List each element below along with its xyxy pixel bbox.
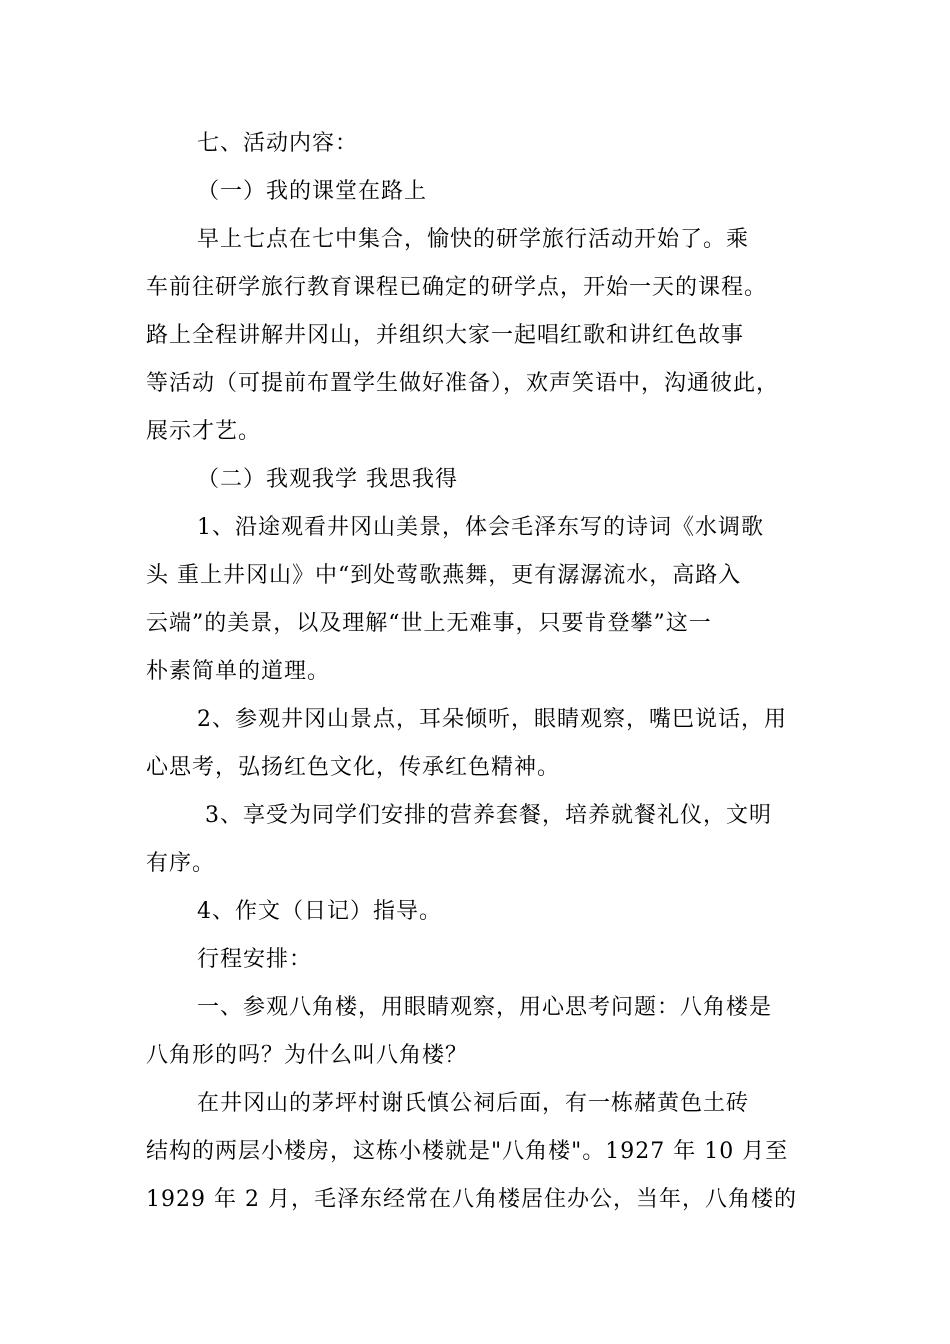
paragraph-line: 2、参观井冈山景点，耳朵倾听，眼睛观察，嘴巴说话，用: [197, 707, 787, 732]
paragraph-line: 云端”的美景，以及理解“世上无难事，只要肯登攀”这一: [146, 611, 712, 636]
section-heading: 行程安排：: [197, 947, 313, 972]
paragraph-line: 在井冈山的茅坪村谢氏慎公祠后面，有一栋赭黄色土砖: [197, 1091, 750, 1116]
paragraph-line: 一、参观八角楼，用眼睛观察，用心思考问题：八角楼是: [197, 995, 773, 1020]
subsection-heading: （一）我的课堂在路上: [197, 179, 428, 204]
paragraph-line: 心思考，弘扬红色文化，传承红色精神。: [146, 755, 561, 780]
paragraph-line: 结构的两层小楼房，这栋小楼就是"八角楼"。1927 年 10 月至: [146, 1139, 789, 1164]
subsection-heading: （二）我观我学 我思我得: [197, 467, 458, 492]
paragraph-line: 1、沿途观看井冈山美景，体会毛泽东写的诗词《水调歌: [197, 515, 764, 540]
paragraph-line: 1929 年 2 月，毛泽东经常在八角楼居住办公，当年，八角楼的: [146, 1187, 797, 1212]
paragraph-line: 等活动（可提前布置学生做好准备），欢声笑语中，沟通彼此，: [146, 371, 780, 396]
paragraph-line: 八角形的吗？为什么叫八角楼？: [146, 1043, 469, 1068]
paragraph-line: 展示才艺。: [146, 419, 262, 444]
paragraph-line: 朴素简单的道理。: [146, 659, 331, 684]
paragraph-line: 3、享受为同学们安排的营养套餐，培养就餐礼仪，文明: [205, 803, 772, 828]
paragraph-line: 4、作文（日记）指导。: [197, 899, 442, 924]
paragraph-line: 车前往研学旅行教育课程已确定的研学点，开始一天的课程。: [146, 275, 768, 300]
section-heading: 七、活动内容：: [197, 131, 359, 156]
paragraph-line: 早上七点在七中集合，愉快的研学旅行活动开始了。乘: [197, 227, 750, 252]
paragraph-line: 头 重上井冈山》中“到处莺歌燕舞，更有潺潺流水，高路入: [146, 563, 742, 588]
paragraph-line: 有序。: [146, 851, 216, 876]
paragraph-line: 路上全程讲解井冈山，并组织大家一起唱红歌和讲红色故事: [146, 323, 745, 348]
